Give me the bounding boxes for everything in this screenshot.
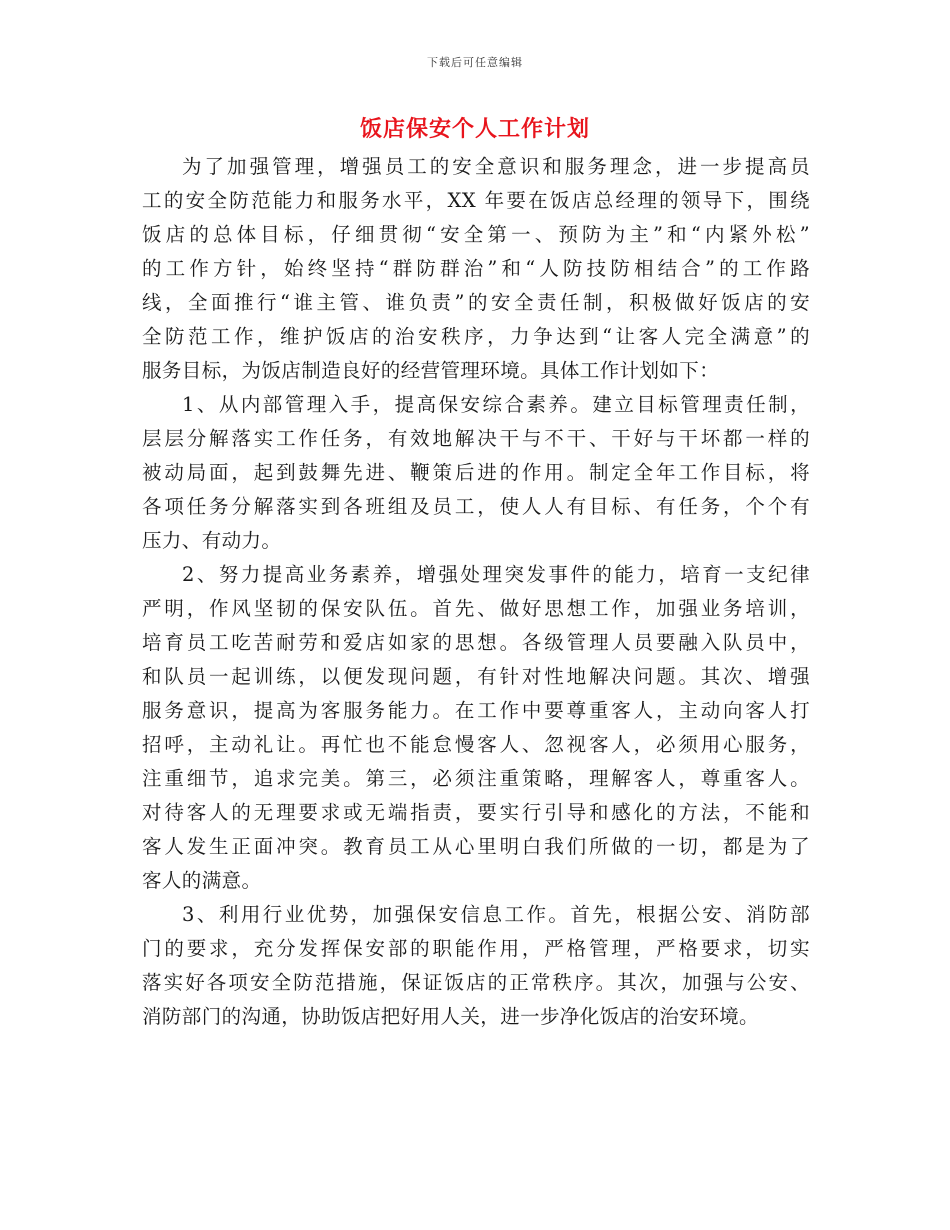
text-line: 招呼，主动礼让。再忙也不能怠慢客人、忽视客人，必须用心服务， (142, 733, 810, 756)
text-line: 客人的满意。 (142, 869, 262, 892)
text-line: 饭店的总体目标，仔细贯彻“安全第一、预防为主”和“内紧外松” (142, 223, 810, 246)
text-line: 压力、有动力。 (142, 529, 282, 552)
document-title: 饭店保安个人工作计划 (359, 116, 590, 142)
text-line: 注重细节，追求完美。第三，必须注重策略，理解客人，尊重客人。 (142, 767, 810, 790)
paragraph-item-3 (142, 898, 810, 1034)
paragraph-item-2 (142, 558, 810, 898)
text-line: 落实好各项安全防范措施，保证饭店的正常秩序。其次，加强与公安、 (142, 971, 810, 994)
text-line: 和队员一起训练，以便发现问题，有针对性地解决问题。其次、增强 (142, 665, 810, 688)
paragraph-item-1 (142, 388, 810, 558)
text-line: 服务目标，为饭店制造良好的经营管理环境。具体工作计划如下： (142, 359, 720, 382)
text-line: 的工作方针，始终坚持“群防群治”和“人防技防相结合”的工作路 (142, 257, 810, 280)
text-line: 线，全面推行“谁主管、谁负责”的安全责任制，积极做好饭店的安 (142, 291, 810, 314)
text-line: 服务意识，提高为客服务能力。在工作中要尊重客人，主动向客人打 (142, 699, 810, 722)
text-line: 培育员工吃苦耐劳和爱店如家的思想。各级管理人员要融入队员中， (142, 631, 810, 654)
text-line: 3、利用行业优势，加强保安信息工作。首先，根据公安、消防部 (182, 903, 810, 926)
text-line: 门的要求，充分发挥保安部的职能作用，严格管理，严格要求，切实 (142, 937, 810, 960)
text-line: 工的安全防范能力和服务水平，XX 年要在饭店总经理的领导下，围绕 (142, 189, 810, 212)
text-line: 层层分解落实工作任务，有效地解决干与不干、干好与干坏都一样的 (142, 427, 810, 450)
text-line: 严明，作风坚韧的保安队伍。首先、做好思想工作，加强业务培训， (142, 597, 810, 620)
text-line: 客人发生正面冲突。教育员工从心里明白我们所做的一切，都是为了 (142, 835, 810, 858)
text-line: 为了加强管理，增强员工的安全意识和服务理念，进一步提高员 (182, 155, 810, 178)
header-note: 下载后可任意编辑 (427, 56, 523, 69)
text-line: 全防范工作，维护饭店的治安秩序，力争达到“让客人完全满意”的 (142, 325, 810, 348)
text-line: 被动局面，起到鼓舞先进、鞭策后进的作用。制定全年工作目标，将 (142, 461, 810, 484)
text-line: 1、从内部管理入手，提高保安综合素养。建立目标管理责任制， (182, 393, 810, 416)
text-line: 对待客人的无理要求或无端指责，要实行引导和感化的方法，不能和 (142, 801, 810, 824)
text-line: 各项任务分解落实到各班组及员工，使人人有目标、有任务，个个有 (142, 495, 810, 518)
text-line: 消防部门的沟通，协助饭店把好用人关，进一步净化饭店的治安环境。 (142, 1005, 759, 1028)
document-body (142, 150, 810, 1034)
text-line: 2、努力提高业务素养，增强处理突发事件的能力，培育一支纪律 (182, 563, 810, 586)
paragraph-intro (142, 150, 810, 388)
